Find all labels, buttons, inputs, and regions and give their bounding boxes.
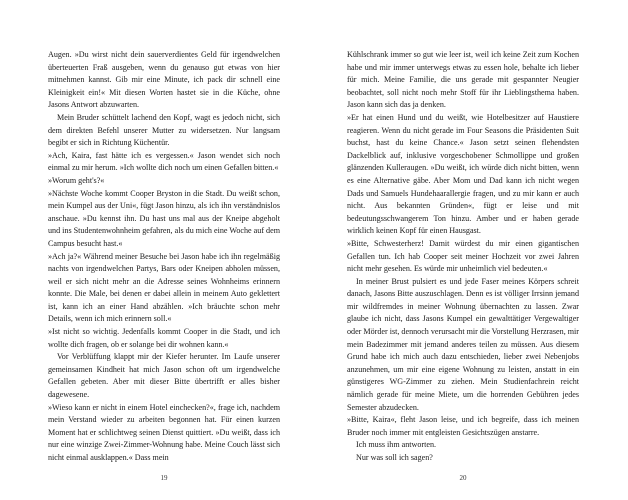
right-page-text — [347, 49, 579, 465]
paragraph: Ich muss ihm antworten. — [356, 440, 437, 450]
paragraph: »Er hat einen Hund und du weißt, wie Hotelbesitzer auf Haustiere reagieren. Wenn du nicht gerade im Four Seasons die Präsidenten Suit buchst, hast du keine Chance.« Jason setzt seinen flehendsten Dackelblick auf, inklusive vorgeschobener Schmollippe und großen glänzenden Kulleraugen. »Du weißt, ich würde dich nicht bitten, wenn es eine Alternative gäbe. Aber Mom und Dad kann ich nicht wegen Dads und Samuels Hundehaarallergie fragen, und zu mir kann er auch nicht. Aus bekannten Gründen«, fügt er leise und mit bedeutungsschwangerem Ton hinzu. Amber und er haben gerade wirklich keinen Kopf für einen Hausgast. — [347, 112, 579, 236]
right-page — [314, 0, 628, 500]
paragraph: In meiner Brust pulsiert es und jede Faser meines Körpers schreit danach, Jasons Bitte auszuschlagen. Denn es ist völliger Irrsinn jemand mir wildfremdes in meiner Wohnung übernachten zu lassen. Zwar glaube ich nicht, dass Jasons Kumpel ein gewalttätiger Vergewaltiger oder Mörder ist, dennoch verursacht mir die Vorstellung Herzrasen, mir mein Badezimmer mit jemand anderes teilen zu müssen. Aus diesem Grund habe ich mich auch dazu entschieden, lieber zwei Nebenjobs anzunehmen, um mir eine eigene Wohnung zu leisten, anstatt in ein günstigeres WG-Zimmer zu ziehen. Mein Studienfachrein reicht nämlich gerade für meine Miete, um die horrenden Gebühren jedes Semester abzudecken. — [347, 276, 579, 412]
paragraph: Augen. »Du wirst nicht dein sauerverdientes Geld für irgendwelchen überteuerten Fraß ausgeben, wenn du genauso gut etwas von hier mitnehmen kannst. Gib mir eine Minute, ich pack dir schnell eine Kleinigkeit ein!« Mit diesen Worten hastet sie in die Küche, ohne Jasons Antwort abzuwarten. — [48, 50, 280, 110]
left-page-text — [48, 49, 280, 465]
paragraph: Kühlschrank immer so gut wie leer ist, weil ich keine Zeit zum Kochen habe und mir immer unterwegs etwas zu essen hole, behalte ich lieber für mich. Meine Familie, die uns gerade mit gespannter Neugier beobachtet, soll nicht noch mehr Stoff für ihr Lieblingsthema haben. Jason kann sich das ja denken. — [347, 50, 579, 110]
paragraph: »Bitte, Kaira«, fleht Jason leise, und ich begreife, dass ich meinen Bruder noch immer mit entgleisten Gesichtszügen anstarre. — [347, 415, 579, 437]
paragraph: »Ach ja?« Während meiner Besuche bei Jason habe ich ihn regelmäßig nachts von irgendwelchen Partys, Bars oder Kneipen abholen müssen, weil er sich nicht mehr an die Adresse seines Wohnheims erinnern konnte. Die Male, bei denen er dabei allein in meinem Auto geklettert ist, kann ich an einer Hand abzählen. »Ich bräuchte schon mehr Details, wenn ich mich erinnern soll.« — [48, 251, 280, 324]
paragraph: »Ach, Kaira, fast hätte ich es vergessen.« Jason wendet sich noch einmal zu mir herum. »Ich wollte dich noch um einen Gefallen bitten.« — [48, 150, 280, 173]
paragraph: Nur was soll ich sagen? — [356, 453, 433, 462]
page-number: 19 — [160, 474, 168, 482]
paragraph: Mein Bruder schüttelt lachend den Kopf, wagt es jedoch nicht, sich dem direkten Befehl unserer Mutter zu widersetzen. Nur langsam begibt er sich in Richtung Küchentür. — [48, 112, 280, 148]
page-number: 20 — [459, 474, 467, 482]
paragraph: Vor Verblüffung klappt mir der Kiefer herunter. Im Laufe unserer gemeinsamen Kindheit hat mich Jason schon oft um irgendwelche Gefallen gebeten. Aber mit dieser Bitte übertrifft er alles bisher dagewesene. — [48, 352, 280, 400]
paragraph: »Worum geht's?« — [48, 175, 105, 185]
paragraph: »Bitte, Schwesterherz! Damit würdest du mir einen gigantischen Gefallen tun. Ich hab Cooper seit meiner Hochzeit vor zwei Jahren nicht mehr gesehen. Es würde mir unheimlich viel bedeuten.« — [347, 238, 579, 274]
paragraph: »Ist nicht so wichtig. Jedenfalls kommt Cooper in die Stadt, und ich wollte dich fragen, ob er solange bei dir wohnen kann.« — [48, 327, 280, 349]
paragraph: »Wieso kann er nicht in einem Hotel einchecken?«, frage ich, nachdem mein Verstand wieder zu arbeiten begonnen hat. Für einen kurzen Moment hat er schlichtweg seinen Dienst quittiert. »Du weißt, dass ich nur eine winzige Zwei-Zimmer-Wohnung habe. Meine Couch lässt sich nicht einmal ausklappen.« Dass mein — [48, 402, 280, 462]
paragraph: »Nächste Woche kommt Cooper Bryston in die Stadt. Du weißt schon, mein Kumpel aus der Uni«, fügt Jason hinzu, als ich ihn verständnislos anschaue. »Du kennst ihn. Du hast uns mal aus der Kneipe abgeholt und ins Studentenwohnheim gefahren, als du mich eine Woche auf dem Campus besucht hast.« — [48, 188, 280, 248]
